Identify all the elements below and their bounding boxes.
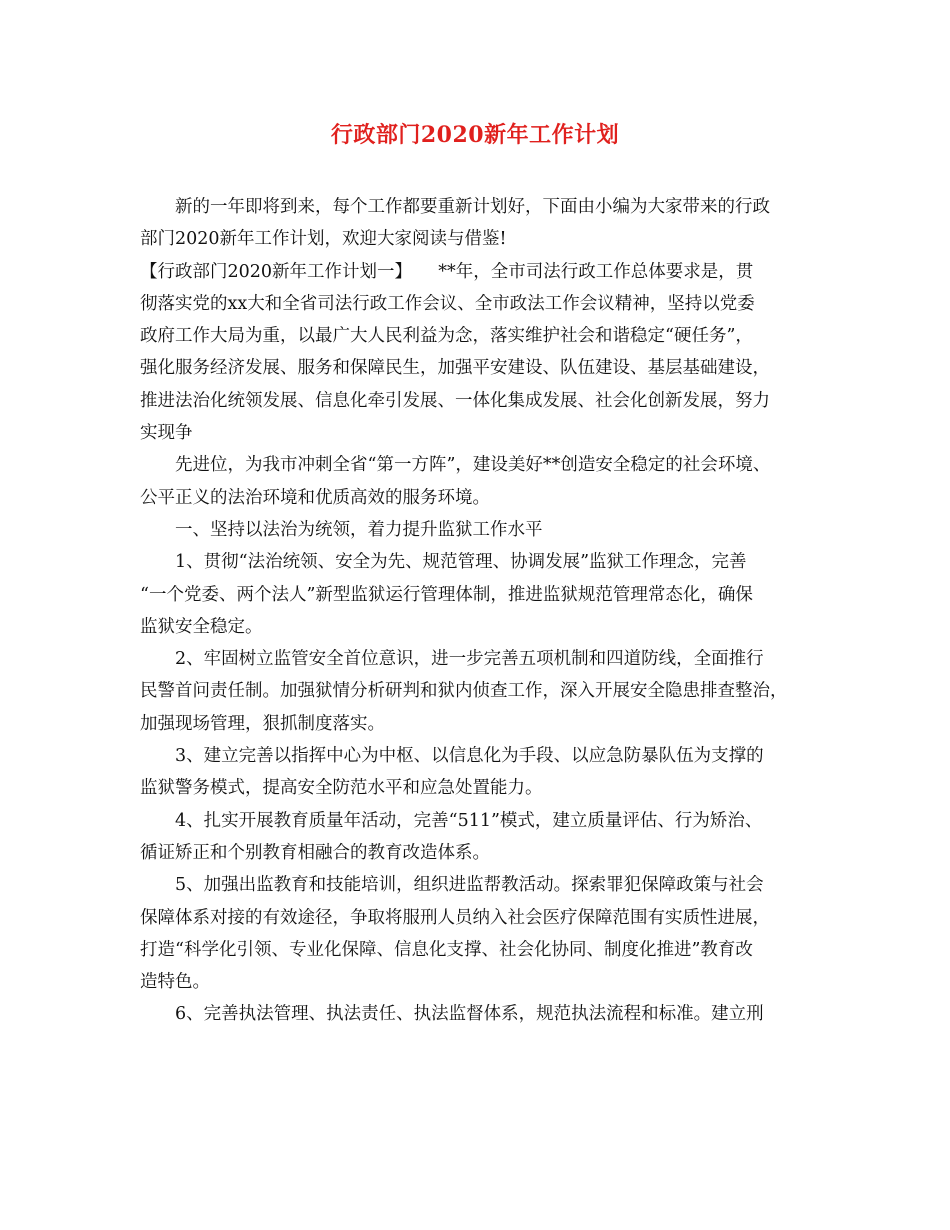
paragraph-line: 造特色。 bbox=[140, 972, 210, 993]
paragraph-line: 政府工作大局为重，以最广大人民利益为念，落实维护社会和谐稳定“硬任务”， bbox=[140, 326, 753, 347]
paragraph-line: 6、完善执法管理、执法责任、执法监督体系，规范执法流程和标准。建立刑 bbox=[175, 1004, 764, 1025]
paragraph-line: “一个党委、两个法人”新型监狱运行管理体制，推进监狱规范管理常态化，确保 bbox=[140, 584, 753, 605]
paragraph-line: 实现争 bbox=[140, 423, 193, 444]
paragraph-line: 一、坚持以法治为统领，着力提升监狱工作水平 bbox=[175, 519, 543, 540]
paragraph bbox=[140, 449, 812, 514]
paragraph bbox=[140, 546, 812, 643]
paragraph bbox=[140, 514, 812, 546]
paragraph bbox=[140, 805, 812, 870]
paragraph-line: 推进法治化统领发展、信息化牵引发展、一体化集成发展、社会化创新发展，努力 bbox=[140, 390, 770, 411]
paragraph-line: 1、贯彻“法治统领、安全为先、规范管理、协调发展”监狱工作理念，完善 bbox=[175, 552, 747, 573]
paragraph-line: 保障体系对接的有效途径，争取将服刑人员纳入社会医疗保障范围有实质性进展， bbox=[140, 907, 770, 928]
paragraph bbox=[140, 256, 812, 450]
paragraph-line: 加强现场管理，狠抓制度落实。 bbox=[140, 713, 385, 734]
paragraph bbox=[140, 998, 812, 1030]
paragraph-line: 【行政部门2020新年工作计划一】 **年，全市司法行政工作总体要求是，贯 bbox=[140, 261, 754, 282]
paragraph bbox=[140, 740, 812, 805]
paragraph-line: 打造“科学化引领、专业化保障、信息化支撑、社会化协同、制度化推进”教育改 bbox=[140, 939, 753, 960]
paragraph-line: 循证矫正和个别教育相融合的教育改造体系。 bbox=[140, 842, 490, 863]
paragraph-line: 彻落实党的xx大和全省司法行政工作会议、全市政法工作会议精神，坚持以党委 bbox=[140, 293, 755, 314]
paragraph-line: 先进位，为我市冲刺全省“第一方阵”，建设美好**创造安全稳定的社会环境、 bbox=[175, 455, 771, 476]
paragraph-line: 5、加强出监教育和技能培训，组织进监帮教活动。探索罪犯保障政策与社会 bbox=[175, 875, 764, 896]
document-body bbox=[140, 191, 812, 1031]
paragraph-line: 新的一年即将到来，每个工作都要重新计划好，下面由小编为大家带来的行政 bbox=[175, 197, 770, 217]
paragraph bbox=[140, 869, 812, 998]
paragraph-line: 3、建立完善以指挥中心为中枢、以信息化为手段、以应急防暴队伍为支撑的 bbox=[175, 746, 764, 767]
paragraph bbox=[140, 643, 812, 740]
paragraph-line: 民警首问责任制。加强狱情分析研判和狱内侦查工作，深入开展安全隐患排查整治， bbox=[140, 681, 788, 702]
paragraph-line: 2、牢固树立监管安全首位意识，进一步完善五项机制和四道防线，全面推行 bbox=[175, 649, 764, 670]
document-title: 行政部门2020新年工作计划 bbox=[330, 122, 620, 148]
paragraph-line: 监狱警务模式，提高安全防范水平和应急处置能力。 bbox=[140, 778, 543, 799]
paragraph-line: 公平正义的法治环境和优质高效的服务环境。 bbox=[140, 487, 490, 508]
paragraph-line: 监狱安全稳定。 bbox=[140, 616, 263, 637]
paragraph-line: 强化服务经济发展、服务和保障民生，加强平安建设、队伍建设、基层基础建设， bbox=[140, 358, 770, 379]
paragraph-line: 部门2020新年工作计划，欢迎大家阅读与借鉴! bbox=[140, 229, 507, 250]
paragraph bbox=[140, 191, 812, 256]
paragraph-line: 4、扎实开展教育质量年活动，完善“511”模式，建立质量评估、行为矫治、 bbox=[175, 810, 763, 831]
